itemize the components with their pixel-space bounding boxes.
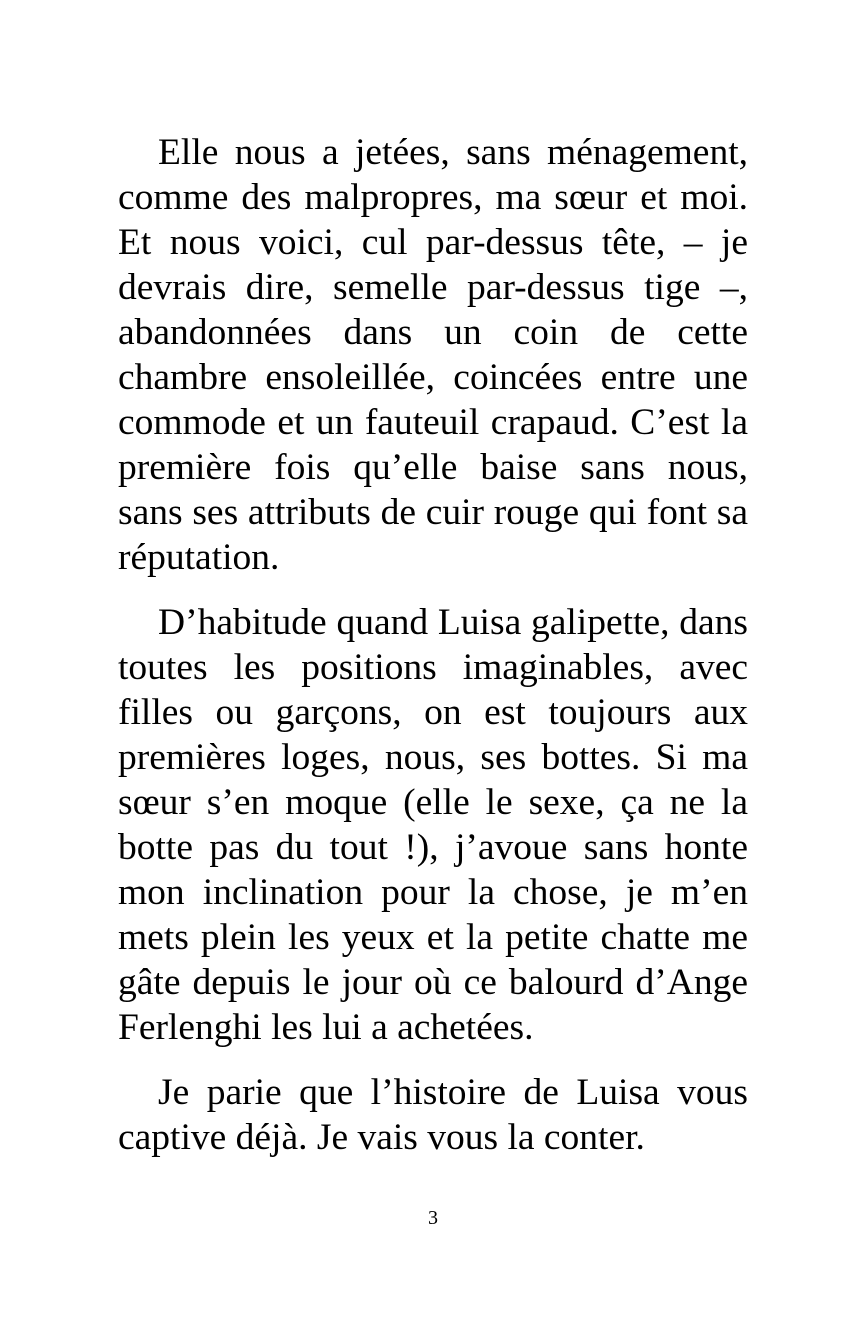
- paragraph-2: D’habitude quand Luisa galipette, dans toutes les positions imaginables, avec filles ou garçons, on est toujours aux premières loges, nous, ses bottes. Si ma sœur s’en moque (elle le sexe, ça ne la botte pas du tout !), j’avoue sans honte mon inclination pour la chose, je m’en mets plein les yeux et la petite chatte me gâte depuis le jour où ce balourd d’Ange Ferlenghi les lui a achetées.: [118, 602, 748, 1048]
- paragraph-1: Elle nous a jetées, sans ménagement, comme des malpropres, ma sœur et moi. Et nous voici, cul par-dessus tête, – je devrais dire, semelle par-dessus tige –, abandonnées dans un coin de cette chambre ensoleillée, coincées entre une commode et un fauteuil crapaud. C’est la première fois qu’elle baise sans nous, sans ses attributs de cuir rouge qui font sa réputation.: [118, 132, 748, 578]
- page-number: 3: [428, 1207, 438, 1229]
- body-text: [118, 130, 748, 1160]
- paragraph-3: Je parie que l’histoire de Luisa vous captive déjà. Je vais vous la conter.: [118, 1072, 748, 1158]
